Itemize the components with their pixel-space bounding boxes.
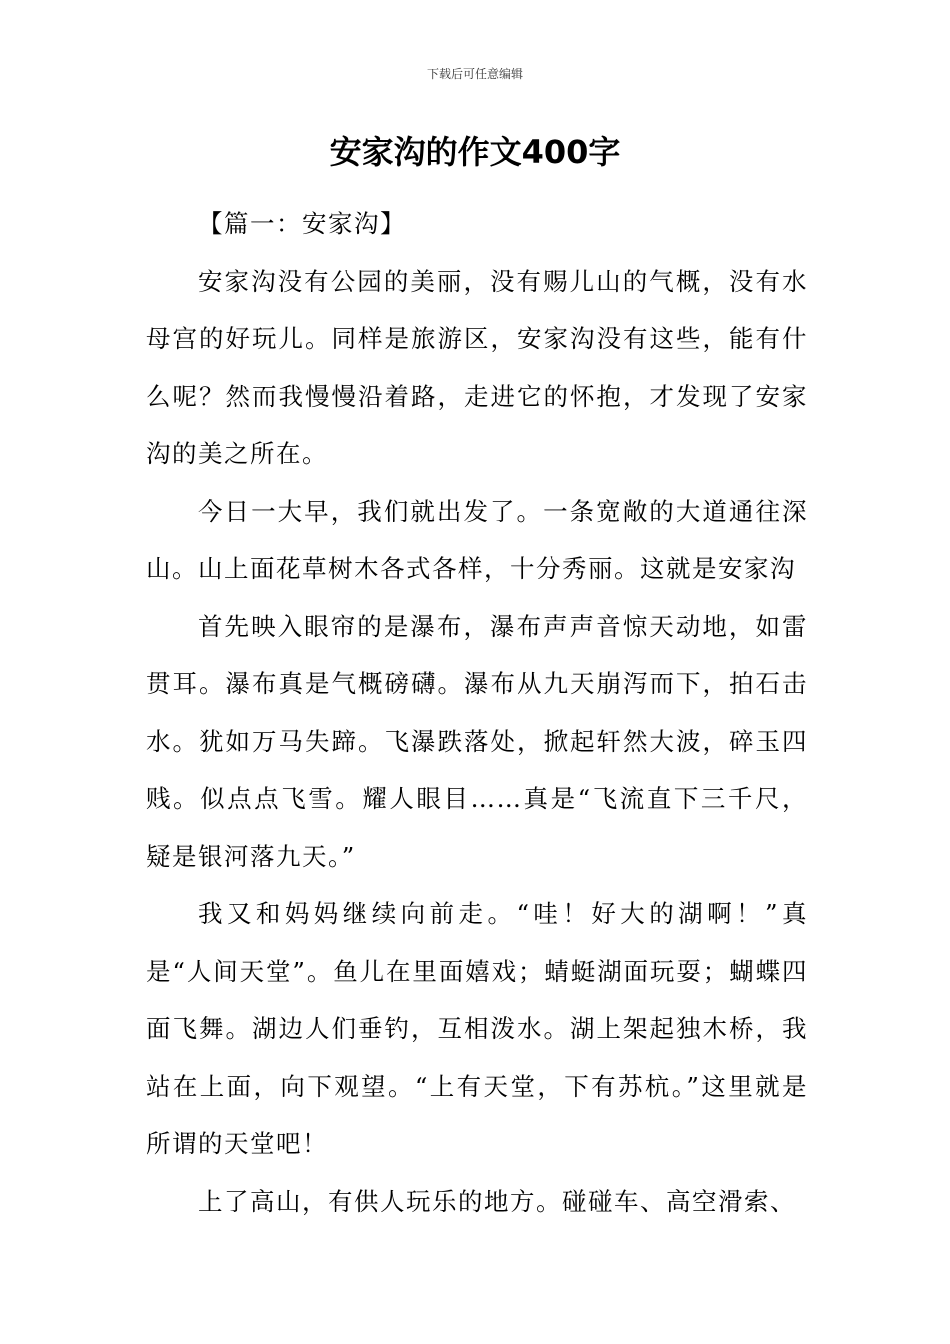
paragraph: 首先映入眼帘的是瀑布，瀑布声声音惊天动地，如雷贯耳。瀑布真是气概磅礴。瀑布从九天崩泻而下，拍石击水。犹如万马失蹄。飞瀑跌落处，掀起轩然大波，碎玉四贱。似点点飞雪。耀人眼目……真是“飞流直下三千尺，疑是银河落九天。” — [146, 611, 808, 871]
document-title: 安家沟的作文400字 — [329, 133, 621, 171]
section-heading: 【篇一：安家沟】 — [198, 209, 406, 238]
paragraph: 上了高山，有供人玩乐的地方。碰碰车、高空滑索、 — [198, 1186, 796, 1216]
document-body — [146, 195, 808, 1230]
paragraph: 我又和妈妈继续向前走。“哇！好大的湖啊！”真是“人间天堂”。鱼儿在里面嬉戏；蜻蜓湖面玩耍；蝴蝶四面飞舞。湖边人们垂钓，互相泼水。湖上架起独木桥，我站在上面，向下观望。“上有天堂，下有苏杭。”这里就是所谓的天堂吧！ — [146, 899, 808, 1158]
paragraph: 今日一大早，我们就出发了。一条宽敞的大道通往深山。山上面花草树木各式各样，十分秀丽。这就是安家沟 — [146, 496, 808, 583]
header-note: 下载后可任意编辑 — [426, 67, 523, 81]
paragraph: 安家沟没有公园的美丽，没有赐儿山的气概，没有水母宫的好玩儿。同样是旅游区，安家沟没有这些，能有什么呢？然而我慢慢沿着路，走进它的怀抱，才发现了安家沟的美之所在。 — [146, 266, 808, 468]
